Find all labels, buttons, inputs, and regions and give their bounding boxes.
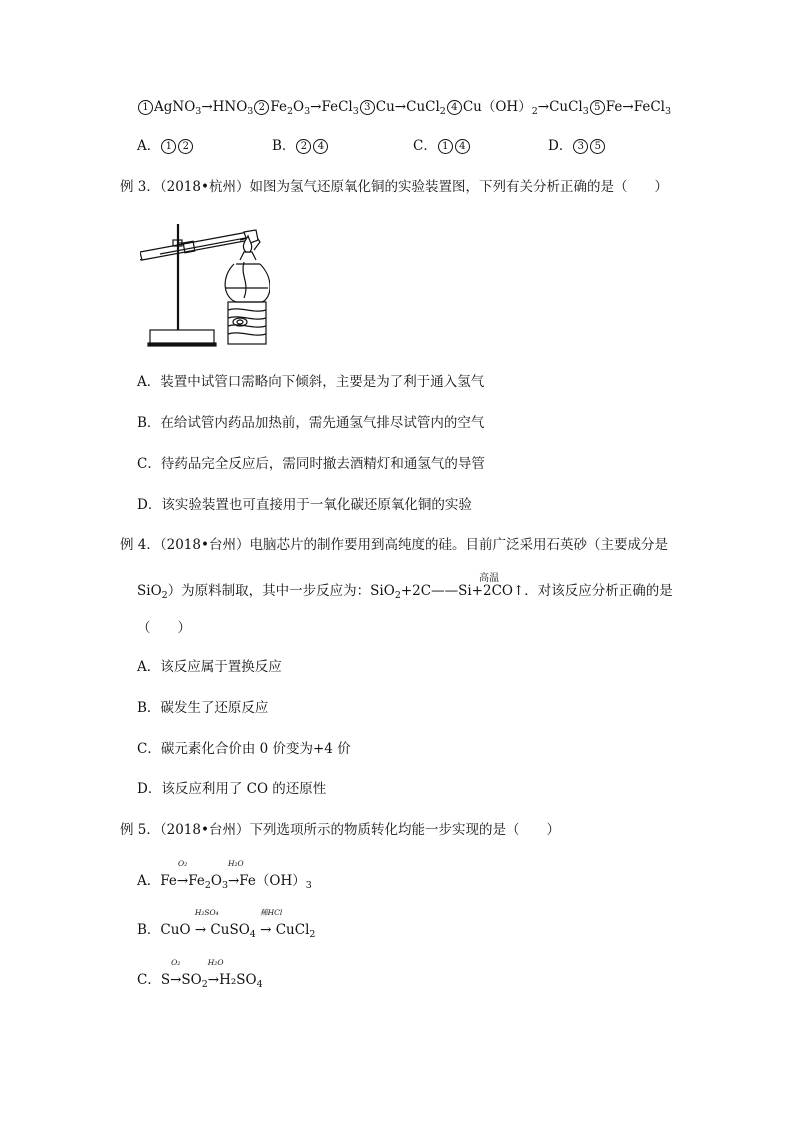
q4-option-b[interactable]: B．碳发生了还原反应 bbox=[137, 700, 269, 716]
q5-option-c[interactable]: C．S O₂ $\to SO_2$ H₂O $\to H_2SO_4$ bbox=[137, 958, 263, 990]
circled-number: 2 bbox=[254, 100, 269, 115]
q4-option-c[interactable]: C．碳元素化合价由 0 价变为+4 价 bbox=[137, 741, 351, 757]
circled-number: 5 bbox=[590, 100, 605, 115]
q3-option-a[interactable]: A．装置中试管口需略向下倾斜，主要是为了利于通入氢气 bbox=[137, 374, 485, 390]
q4-option-a[interactable]: A．该反应属于置换反应 bbox=[137, 659, 282, 675]
q4-answer-blank: （ ） bbox=[137, 620, 191, 636]
q2-reaction-list: 1 $AgNO_3\to HNO_3$ 2 $Fe_2O_3\to FeCl_3$ 3 Cu→CuCl$_2$ 4 $Cu(OH)_2\to CuCl_3$ 5 Fe→FeCl$_3$ bbox=[137, 98, 671, 121]
q4-stem-line2: SiO$_2$）为原料制取，其中一步反应为：SiO$_2$+2C 高温 ——Si+2CO↑．对该反应分析正确的是 bbox=[137, 573, 673, 601]
q2-option-b[interactable]: B． 2 4 bbox=[272, 137, 329, 155]
q4-stem-line1: 例 4．（2018•台州）电脑芯片的制作要用到高纯度的硅。目前广泛采用石英砂（主要成分是 bbox=[120, 537, 668, 553]
q5-option-b[interactable]: B．CuO H₂SO₄ → CuSO$_4$ 稀HCl → CuCl$_2$ bbox=[137, 908, 316, 940]
q2-option-c[interactable]: C． 1 4 bbox=[413, 137, 471, 155]
q2-option-a[interactable]: A． 1 2 bbox=[137, 137, 194, 155]
q2-option-d[interactable]: D． 3 5 bbox=[548, 137, 606, 155]
q3-option-d[interactable]: D．该实验装置也可直接用于一氧化碳还原氧化铜的实验 bbox=[137, 497, 472, 513]
circled-number: 4 bbox=[447, 100, 462, 115]
reaction-condition: 高温 bbox=[479, 573, 500, 584]
q3-stem: 例 3．（2018•杭州）如图为氢气还原氧化铜的实验装置图，下列有关分析正确的是（ ） bbox=[120, 179, 668, 195]
q4-option-d[interactable]: D．该反应利用了 CO 的还原性 bbox=[137, 781, 327, 797]
hydrogen-reduction-apparatus-image bbox=[140, 218, 270, 352]
q3-option-b[interactable]: B．在给试管内药品加热前，需先通氢气排尽试管内的空气 bbox=[137, 415, 485, 431]
q5-stem: 例 5．（2018•台州）下列选项所示的物质转化均能一步实现的是（ ） bbox=[120, 822, 560, 838]
circled-number: 1 bbox=[138, 100, 153, 115]
circled-number: 3 bbox=[360, 100, 375, 115]
q5-option-a[interactable]: A．Fe O₂ $\to Fe_2O_3$ H₂O $\to Fe(OH)_3$ bbox=[137, 859, 312, 891]
q3-option-c[interactable]: C．待药品完全反应后，需同时撤去酒精灯和通氢气的导管 bbox=[137, 456, 485, 472]
